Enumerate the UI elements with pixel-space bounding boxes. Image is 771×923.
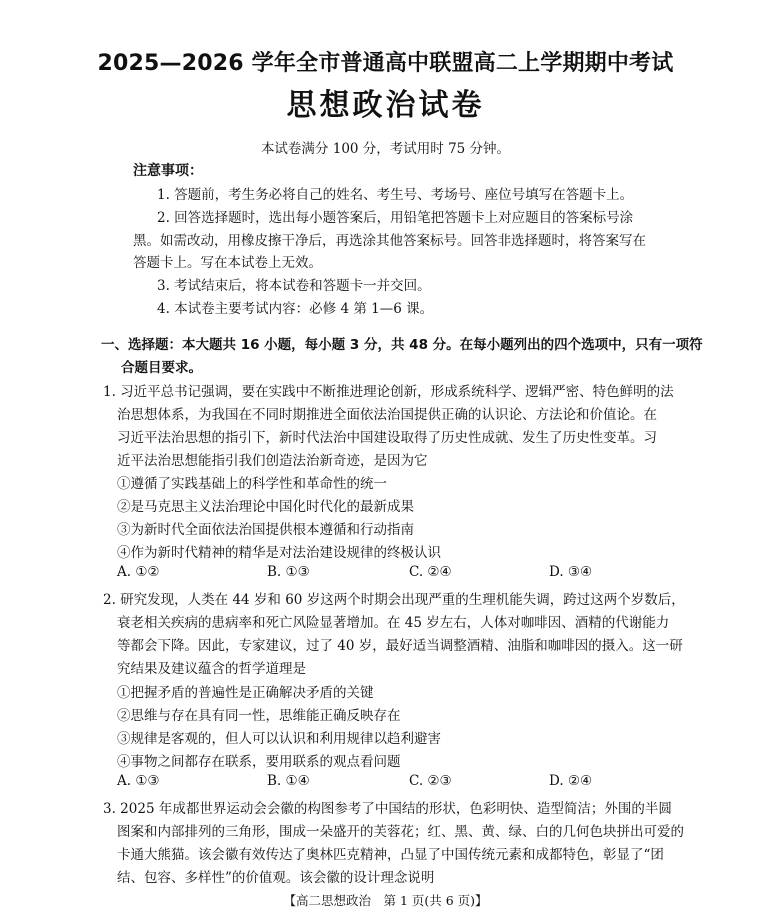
q1-item: ③为新时代全面依法治国提供根本遵循和行动指南 xyxy=(117,522,414,538)
notice-line: 2. 回答选择题时，选出每小题答案后，用铅笔把答题卡上对应题目的答案标号涂 xyxy=(157,210,634,226)
exam-info: 本试卷满分 100 分，考试用时 75 分钟。 xyxy=(260,141,511,157)
q2-option-a[interactable]: A. ①③ xyxy=(117,773,160,789)
q2-item: ②思维与存在具有同一性，思维能正确反映存在 xyxy=(117,708,401,724)
q2-stem-line: 究结果及建议蕴含的哲学道理是 xyxy=(117,661,306,677)
notice-line: 1. 答题前，考生务必将自己的姓名、考生号、考场号、座位号填写在答题卡上。 xyxy=(157,187,634,203)
q1-stem-line: 治思想体系，为我国在不同时期推进全面依法治国提供正确的认识论、方法论和价值论。在 xyxy=(117,407,657,423)
q1-stem-line: 1. 习近平总书记强调，要在实践中不断推进理论创新，形成系统科学、逻辑严密、特色鲜明的法 xyxy=(103,384,674,400)
q1-item: ②是马克思主义法治理论中国化时代化的最新成果 xyxy=(117,499,414,515)
q1-option-a[interactable]: A. ①② xyxy=(117,564,160,580)
q3-stem-line: 3. 2025 年成都世界运动会会徽的构图参考了中国结的形状，色彩明快、造型简洁；外围的半圆 xyxy=(103,801,672,817)
q2-item: ④事物之间都存在联系，要用联系的观点看问题 xyxy=(117,754,401,770)
q2-option-c[interactable]: C. ②③ xyxy=(409,773,452,789)
q2-item: ③规律是客观的，但人可以认识和利用规律以趋利避害 xyxy=(117,731,441,747)
notice-line: 答题卡上。写在本试卷上无效。 xyxy=(133,255,322,271)
q2-option-b[interactable]: B. ①④ xyxy=(267,773,310,789)
page-footer: 【高二思想政治 第 1 页(共 6 页)】 xyxy=(283,893,488,908)
q1-item: ④作为新时代精神的精华是对法治建设规律的终极认识 xyxy=(117,545,441,561)
q1-option-b[interactable]: B. ①③ xyxy=(267,564,310,580)
q2-stem-line: 等都会下降。因此，专家建议，过了 40 岁，最好适当调整酒精、油脂和咖啡因的摄入。这一研 xyxy=(117,638,683,654)
q1-stem-line: 近平法治思想能指引我们创造法治新奇迹，是因为它 xyxy=(117,453,428,469)
q1-item: ①遵循了实践基础上的科学性和革命性的统一 xyxy=(117,476,387,492)
q2-item: ①把握矛盾的普遍性是正确解决矛盾的关键 xyxy=(117,685,374,701)
section-heading-cont: 合题目要求。 xyxy=(121,360,202,376)
q3-stem-line: 图案和内部排列的三角形，围成一朵盛开的芙蓉花；红、黑、黄、绿、白的几何色块拼出可爱的 xyxy=(117,824,684,840)
q1-option-c[interactable]: C. ②④ xyxy=(409,564,452,580)
q2-stem-line: 2. 研究发现，人类在 44 岁和 60 岁这两个时期会出现严重的生理机能失调，跨过这两个岁数后， xyxy=(103,592,685,608)
exam-title: 2025—2026 学年全市普通高中联盟高二上学期期中考试 xyxy=(97,51,674,76)
section-heading: 一、选择题：本大题共 16 小题，每小题 3 分，共 48 分。在每小题列出的四个选项中，只有一项符 xyxy=(101,337,703,353)
notice-line: 4. 本试卷主要考试内容：必修 4 第 1—6 课。 xyxy=(157,301,434,317)
subject-title: 思想政治试卷 xyxy=(286,88,485,123)
q1-stem-line: 习近平法治思想的指引下，新时代法治中国建设取得了历史性成就、发生了历史性变革。习 xyxy=(117,430,657,446)
q3-stem-line: 结、包容、多样性”的价值观。该会徽的设计理念说明 xyxy=(117,870,435,886)
notice-line: 黑。如需改动，用橡皮擦干净后，再选涂其他答案标号。回答非选择题时，将答案写在 xyxy=(133,233,646,249)
q2-option-d[interactable]: D. ②④ xyxy=(549,773,593,789)
q2-stem-line: 衰老相关疾病的患病率和死亡风险显著增加。在 45 岁左右，人体对咖啡因、酒精的代谢能力 xyxy=(117,615,670,631)
notice-heading: 注意事项： xyxy=(133,163,203,179)
q3-stem-line: 卡通大熊猫。该会徽有效传达了奥林匹克精神，凸显了中国传统元素和成都特色，彰显了“团 xyxy=(117,847,664,863)
q1-option-d[interactable]: D. ③④ xyxy=(549,564,593,580)
notice-line: 3. 考试结束后，将本试卷和答题卡一并交回。 xyxy=(157,278,431,294)
